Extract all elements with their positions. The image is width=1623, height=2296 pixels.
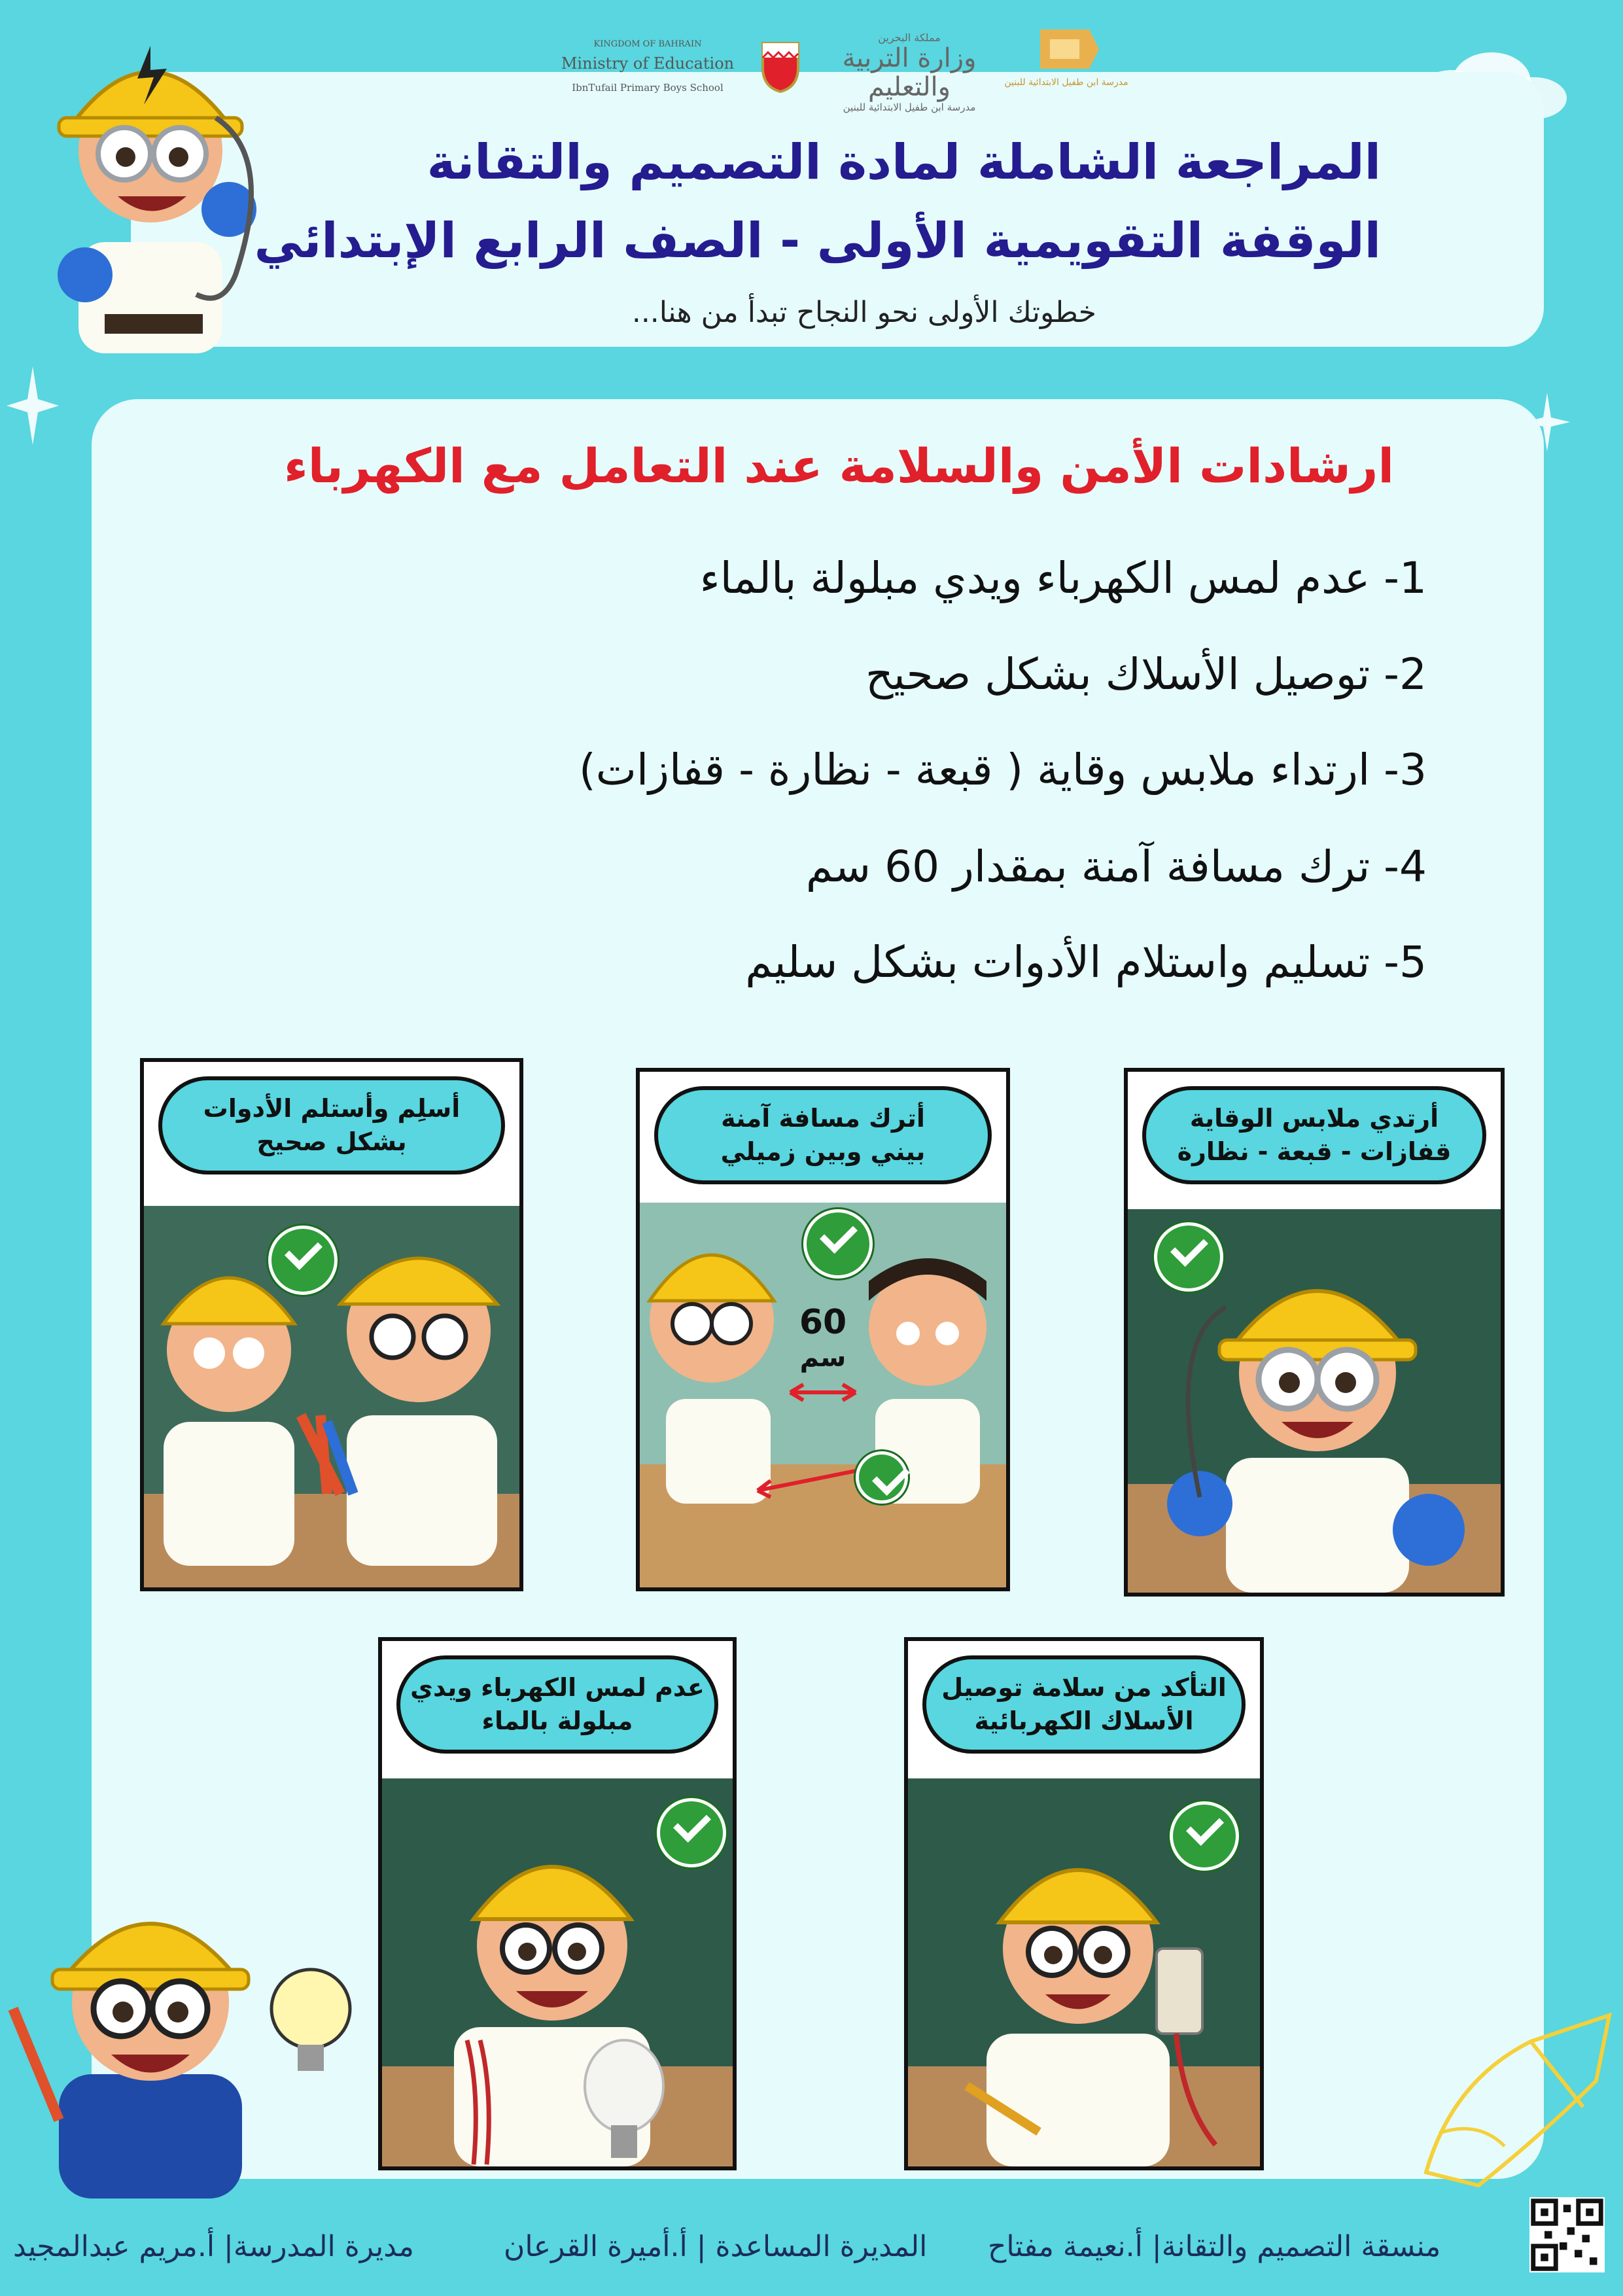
school-name-ar: مدرسة ابن طفيل الابتدائية للبنين xyxy=(843,101,976,113)
card-caption-line2: مبلولة بالماء xyxy=(481,1706,633,1735)
kingdom-name-ar: مملكة البحرين xyxy=(878,31,941,44)
school-badge-icon xyxy=(1004,23,1128,101)
school-badge-label: مدرسة ابن طفيل الابتدائية للبنين xyxy=(1004,77,1128,88)
safety-rule-3: 3- ارتداء ملابس وقاية ( قبعة - نظارة - قفازات) xyxy=(578,745,1427,795)
check-icon xyxy=(856,1451,908,1504)
check-icon xyxy=(268,1226,338,1295)
bahrain-emblem-icon xyxy=(758,38,803,94)
doodle-decoration xyxy=(1400,2002,1622,2199)
check-icon xyxy=(657,1798,726,1867)
technician-mascot-illustration xyxy=(0,1858,366,2199)
illustration-card-safe-distance xyxy=(636,1068,1010,1591)
illustration-card-no-wet-hands xyxy=(378,1637,737,2170)
footer-coordinator: منسقة التصميم والتقانة| أ.نعيمة مفتاح xyxy=(988,2230,1441,2263)
card-caption xyxy=(158,1076,505,1174)
qr-code-icon[interactable] xyxy=(1529,2197,1605,2272)
card-caption-line2: بشكل صحيح xyxy=(256,1127,407,1156)
page-title-line2: الوقفة التقويمية الأولى - الصف الرابع الإبتدائي xyxy=(254,213,1381,269)
footer-principal: مديرة المدرسة| أ.مريم عبدالمجيد xyxy=(13,2230,414,2263)
footer xyxy=(0,2205,1623,2296)
tagline: خطوتك الأولى نحو النجاح تبدأ من هنا... xyxy=(631,296,1096,329)
section-title: ارشادات الأمن والسلامة عند التعامل مع الكهرباء xyxy=(284,438,1394,493)
ministry-logo-en xyxy=(550,20,746,108)
electrician-mascot-illustration xyxy=(26,0,275,353)
logos-bar xyxy=(550,20,1128,113)
illustration-card-protective-gear xyxy=(1124,1068,1505,1597)
illustration-card-wiring-check xyxy=(904,1637,1264,2170)
school-name-en: IbnTufail Primary Boys School xyxy=(572,82,724,94)
safety-rule-4: 4- ترك مسافة آمنة بمقدار 60 سم xyxy=(805,841,1427,892)
card-caption-line2: بيني وبين زميلي xyxy=(720,1137,926,1166)
sparkle-icon xyxy=(7,366,59,445)
card-caption-line2: الأسلاك الكهربائية xyxy=(974,1706,1194,1735)
ministry-name-en: Ministry of Education xyxy=(561,54,735,73)
check-icon xyxy=(1154,1222,1223,1292)
kingdom-name-en: KINGDOM OF BAHRAIN xyxy=(593,39,702,49)
safety-rule-1: 1- عدم لمس الكهرباء ويدي مبلولة بالماء xyxy=(699,553,1427,603)
card-caption-line1: عدم لمس الكهرباء ويدي xyxy=(410,1672,705,1702)
card-caption-line2: قفازات - قبعة - نظارة xyxy=(1177,1137,1452,1166)
card-caption-line1: أترك مسافة آمنة xyxy=(721,1103,925,1133)
illustration-card-tool-handover xyxy=(140,1058,523,1591)
card-caption xyxy=(654,1086,992,1184)
card-caption-line1: التأكد من سلامة توصيل xyxy=(941,1672,1227,1702)
page-title-line1: المراجعة الشاملة لمادة التصميم والتقانة xyxy=(427,134,1381,190)
ministry-logo-ar xyxy=(811,20,1007,113)
card-caption-line1: أسلِم وأستلم الأدوات xyxy=(203,1093,461,1123)
footer-assistant-principal: المديرة المساعدة | أ.أميرة القرعان xyxy=(504,2230,928,2263)
check-icon xyxy=(1170,1801,1239,1871)
distance-unit-label: سم xyxy=(799,1343,846,1373)
card-caption xyxy=(396,1655,718,1754)
safety-rule-5: 5- تسليم واستلام الأدوات بشكل سليم xyxy=(745,937,1427,987)
ministry-name-ar: وزارة التربية والتعليم xyxy=(842,43,977,102)
card-caption xyxy=(922,1655,1246,1754)
card-caption-line1: أرتدي ملابس الوقاية xyxy=(1189,1103,1439,1133)
card-caption xyxy=(1142,1086,1486,1184)
check-icon xyxy=(803,1209,873,1279)
distance-value-label: 60 xyxy=(799,1303,847,1342)
safety-rule-2: 2- توصيل الأسلاك بشكل صحيح xyxy=(865,649,1427,699)
